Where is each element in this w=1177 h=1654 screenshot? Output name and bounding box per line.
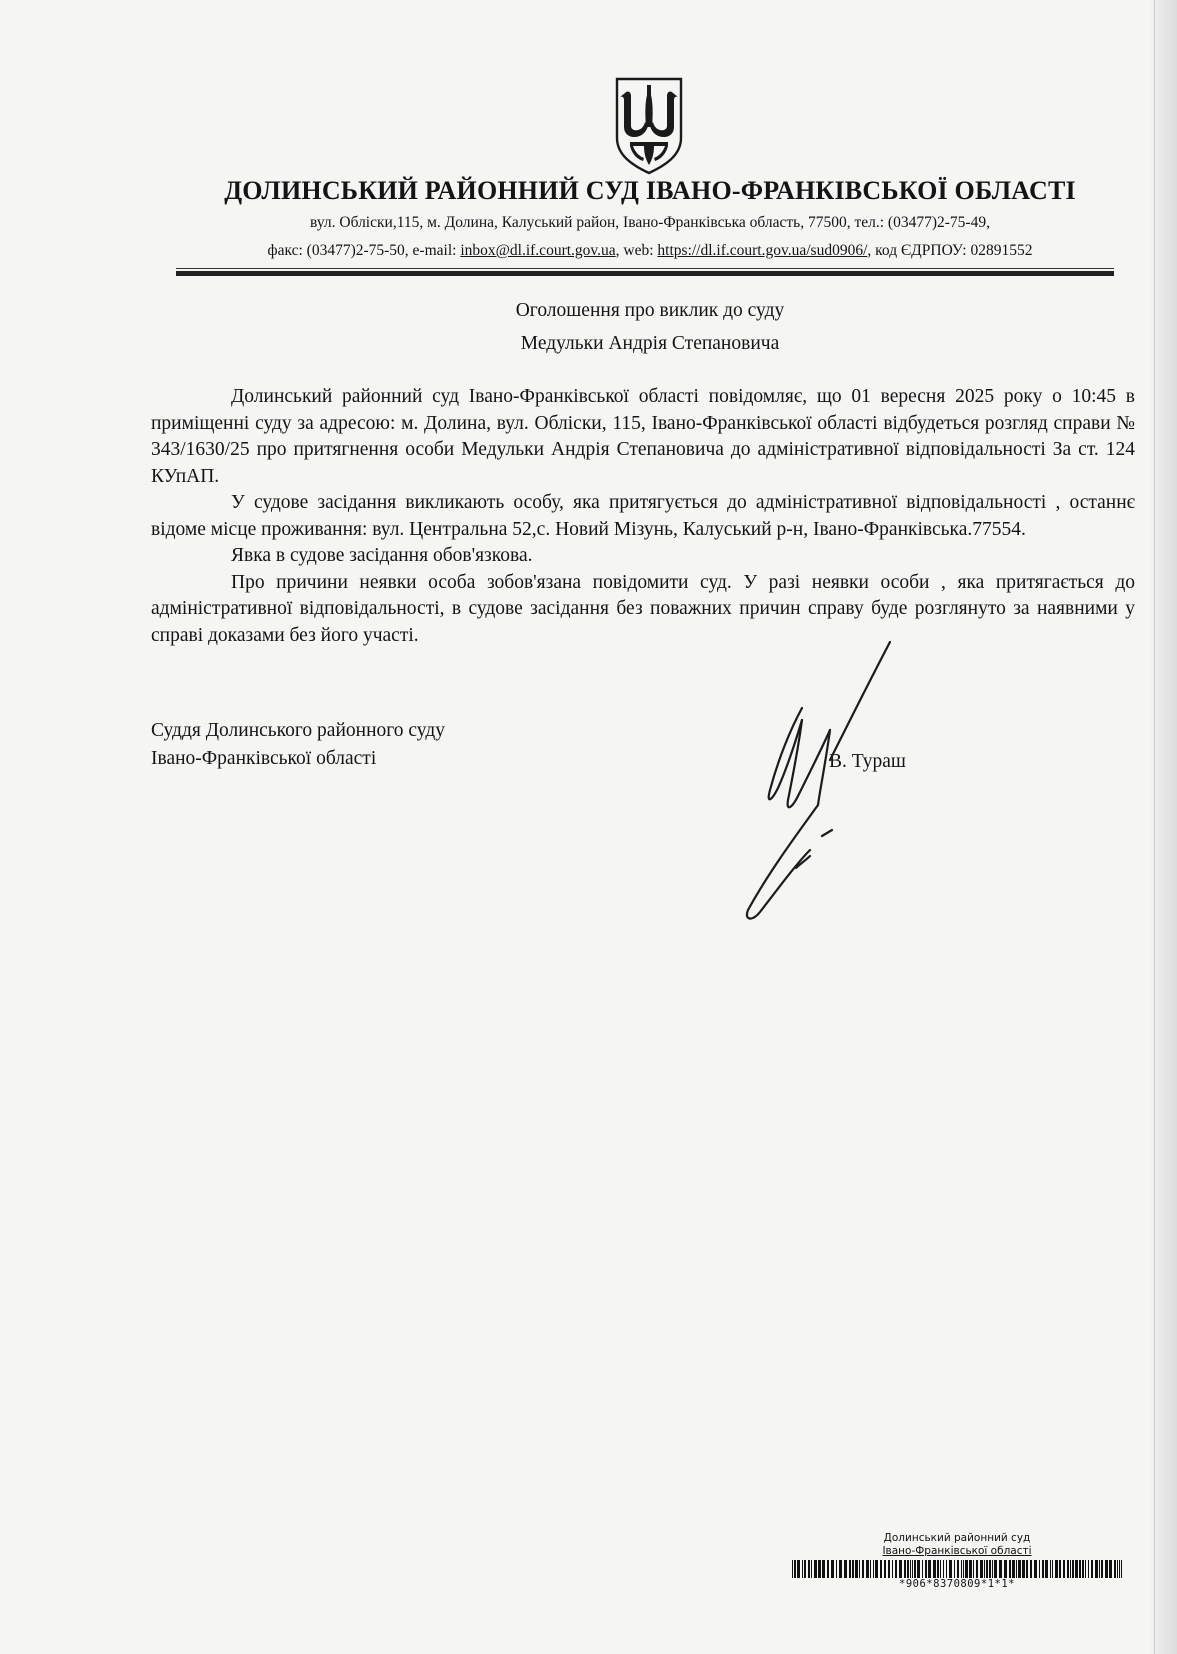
barcode-bar — [1121, 1560, 1122, 1578]
barcode-bar — [1099, 1560, 1100, 1578]
notice-body — [151, 384, 1135, 649]
barcode-bar — [1026, 1560, 1028, 1578]
barcode-bar — [1045, 1560, 1048, 1578]
barcode-bar — [999, 1560, 1002, 1578]
barcode-bar — [884, 1560, 886, 1578]
barcode-bar — [986, 1560, 988, 1578]
ukraine-trident-emblem-icon — [614, 76, 684, 176]
barcode-bar — [1091, 1560, 1093, 1578]
barcode-bar — [862, 1560, 864, 1578]
barcode-bar — [814, 1560, 817, 1578]
barcode-bar — [792, 1560, 793, 1578]
barcode-bar — [875, 1560, 878, 1578]
barcode-bar — [888, 1560, 890, 1578]
barcode-bar — [1042, 1560, 1044, 1578]
barcode-bar — [802, 1560, 803, 1578]
signature-block — [151, 717, 445, 773]
barcode-bar — [844, 1560, 847, 1578]
barcode-bar — [1055, 1560, 1058, 1578]
barcode-bar — [980, 1560, 983, 1578]
judge-position-line-1: Суддя Долинського районного суду — [151, 720, 445, 741]
barcode-bar — [839, 1560, 842, 1578]
judge-name: В. Тураш — [829, 751, 906, 772]
barcode-bar — [1117, 1560, 1118, 1578]
barcode-bar — [925, 1560, 927, 1578]
barcode-bar — [892, 1560, 893, 1578]
fax-text: факс: (03477)2-75-50, e-mail: — [267, 242, 461, 259]
barcode-bar — [855, 1560, 858, 1578]
website-link[interactable]: https://dl.if.court.gov.ua/sud0906/ — [657, 242, 868, 259]
header-divider-thin — [176, 268, 1114, 269]
barcode-bar — [794, 1560, 796, 1578]
barcode-bar — [880, 1560, 882, 1578]
barcode-bar — [965, 1560, 968, 1578]
court-title: ДОЛИНСЬКИЙ РАЙОННИЙ СУД ІВАНО-ФРАНКІВСЬКОЇ ОБЛАСТІ — [224, 176, 1076, 205]
barcode-bar — [1095, 1560, 1098, 1578]
barcode-bar — [1016, 1560, 1017, 1578]
barcode-bar — [1075, 1560, 1078, 1578]
barcode-bar — [852, 1560, 854, 1578]
barcode-bar — [811, 1560, 812, 1578]
paragraph-summons: У судове засідання викликають особу, яка притягується до адміністративної відповідальності , останнє відоме місце проживання: вул. Центральна 52,с. Новий Мізунь, Калуський р-н, Івано-Франківська.77554. — [151, 492, 1135, 540]
paragraph-hearing: Долинський районний суд Івано-Франківської області повідомляє, що 01 вересня 2025 року о 10:45 в приміщенні суду за адресою: м. Долина, вул. Обліски, 115, Івано-Франківської області відбудеться розгляд справи № 343/1630/25 про притягнення особи Медульки Андрія Степановича до адміністративної відповідальності За ст. 124 КУпАП. — [151, 386, 1135, 487]
barcode-bar — [822, 1560, 825, 1578]
barcode-bar — [912, 1560, 913, 1578]
barcode-bar — [969, 1560, 972, 1578]
barcode-bar — [895, 1560, 897, 1578]
barcode-bar — [866, 1560, 869, 1578]
handwritten-signature-icon — [730, 640, 920, 930]
barcode-bar — [992, 1560, 993, 1578]
barcode-bar — [989, 1560, 991, 1578]
barcode-bar — [831, 1560, 834, 1578]
paragraph-mandatory: Явка в судове засідання обов'язкова. — [231, 545, 533, 566]
barcode-bar — [836, 1560, 837, 1578]
barcode-bar — [1009, 1560, 1011, 1578]
stamp-region: Івано-Франківської області — [882, 1545, 1032, 1557]
paragraph-absence: Про причини неявки особа зобов'язана повідомити суд. У разі неявки особи , яка притягається до адміністративної відповідальності, в судове засідання без поважних причин справу буде розглянуто за наявними у справі доказами без його участі. — [151, 571, 1135, 646]
barcode-bar — [873, 1560, 874, 1578]
barcode-bar — [946, 1560, 947, 1578]
barcode-bar — [994, 1560, 997, 1578]
barcode-bar — [1070, 1560, 1071, 1578]
court-contacts — [180, 242, 1120, 260]
barcode-bar — [797, 1560, 800, 1578]
barcode-bar — [1052, 1560, 1053, 1578]
barcode-bar — [917, 1560, 920, 1578]
barcode-bar — [1101, 1560, 1103, 1578]
scan-edge-line — [1154, 0, 1155, 1654]
barcode-bar — [899, 1560, 902, 1578]
barcode-bar — [973, 1560, 974, 1578]
barcode-bar — [859, 1560, 860, 1578]
barcode-bar — [1034, 1560, 1037, 1578]
barcode-bar — [940, 1560, 941, 1578]
barcode-bar — [818, 1560, 821, 1578]
web-label: , web: — [615, 242, 658, 259]
barcode-bar — [1072, 1560, 1074, 1578]
barcode-bar — [933, 1560, 936, 1578]
barcode-bar — [1039, 1560, 1040, 1578]
barcode-bar — [1004, 1560, 1007, 1578]
barcode-bar — [914, 1560, 916, 1578]
barcode-bar — [984, 1560, 985, 1578]
registry-stamp — [792, 1532, 1122, 1591]
edrpou-code: , код ЄДРПОУ: 02891552 — [867, 242, 1033, 259]
barcode-bar — [904, 1560, 906, 1578]
barcode-bar — [1109, 1560, 1112, 1578]
barcode-bar — [1018, 1560, 1021, 1578]
barcode-bar — [928, 1560, 931, 1578]
barcode-bar — [949, 1560, 952, 1578]
barcode-bar — [907, 1560, 909, 1578]
barcode-bar — [943, 1560, 944, 1578]
barcode-bar — [1050, 1560, 1051, 1578]
barcode-bar — [1114, 1560, 1116, 1578]
barcode-bar — [1059, 1560, 1061, 1578]
barcode-bar — [1119, 1560, 1120, 1578]
barcode-bar — [849, 1560, 851, 1578]
notice-subject: Медульки Андрія Степановича — [520, 333, 780, 354]
barcode-bar — [937, 1560, 939, 1578]
barcode — [792, 1560, 1122, 1578]
barcode-bar — [922, 1560, 923, 1578]
barcode-bar — [1012, 1560, 1015, 1578]
court-address: вул. Обліски,115, м. Долина, Калуський район, Івано-Франківська область, 77500, тел.: (03477)2-75-49, — [310, 214, 990, 231]
barcode-bar — [808, 1560, 810, 1578]
stamp-court-name: Долинський районний суд — [883, 1532, 1031, 1544]
barcode-bar — [1085, 1560, 1086, 1578]
barcode-bar — [1067, 1560, 1069, 1578]
barcode-bar — [961, 1560, 962, 1578]
barcode-bar — [1079, 1560, 1081, 1578]
barcode-bar — [827, 1560, 829, 1578]
barcode-bar — [1030, 1560, 1032, 1578]
barcode-bar — [957, 1560, 959, 1578]
header-divider-thick — [176, 271, 1114, 276]
barcode-bar — [954, 1560, 955, 1578]
barcode-bar — [1022, 1560, 1025, 1578]
barcode-bar — [804, 1560, 806, 1578]
barcode-bar — [1063, 1560, 1065, 1578]
barcode-bar — [870, 1560, 871, 1578]
barcode-bar — [976, 1560, 978, 1578]
barcode-bar — [963, 1560, 964, 1578]
email-link[interactable]: inbox@dl.if.court.gov.ua — [460, 242, 616, 259]
barcode-value: *906*8370809*1*1* — [899, 1578, 1015, 1590]
barcode-bar — [910, 1560, 911, 1578]
judge-position-line-2: Івано-Франківської області — [151, 748, 377, 769]
barcode-bar — [1105, 1560, 1108, 1578]
barcode-bar — [1088, 1560, 1089, 1578]
notice-title: Оголошення про виклик до суду — [515, 300, 785, 321]
barcode-bar — [1082, 1560, 1084, 1578]
